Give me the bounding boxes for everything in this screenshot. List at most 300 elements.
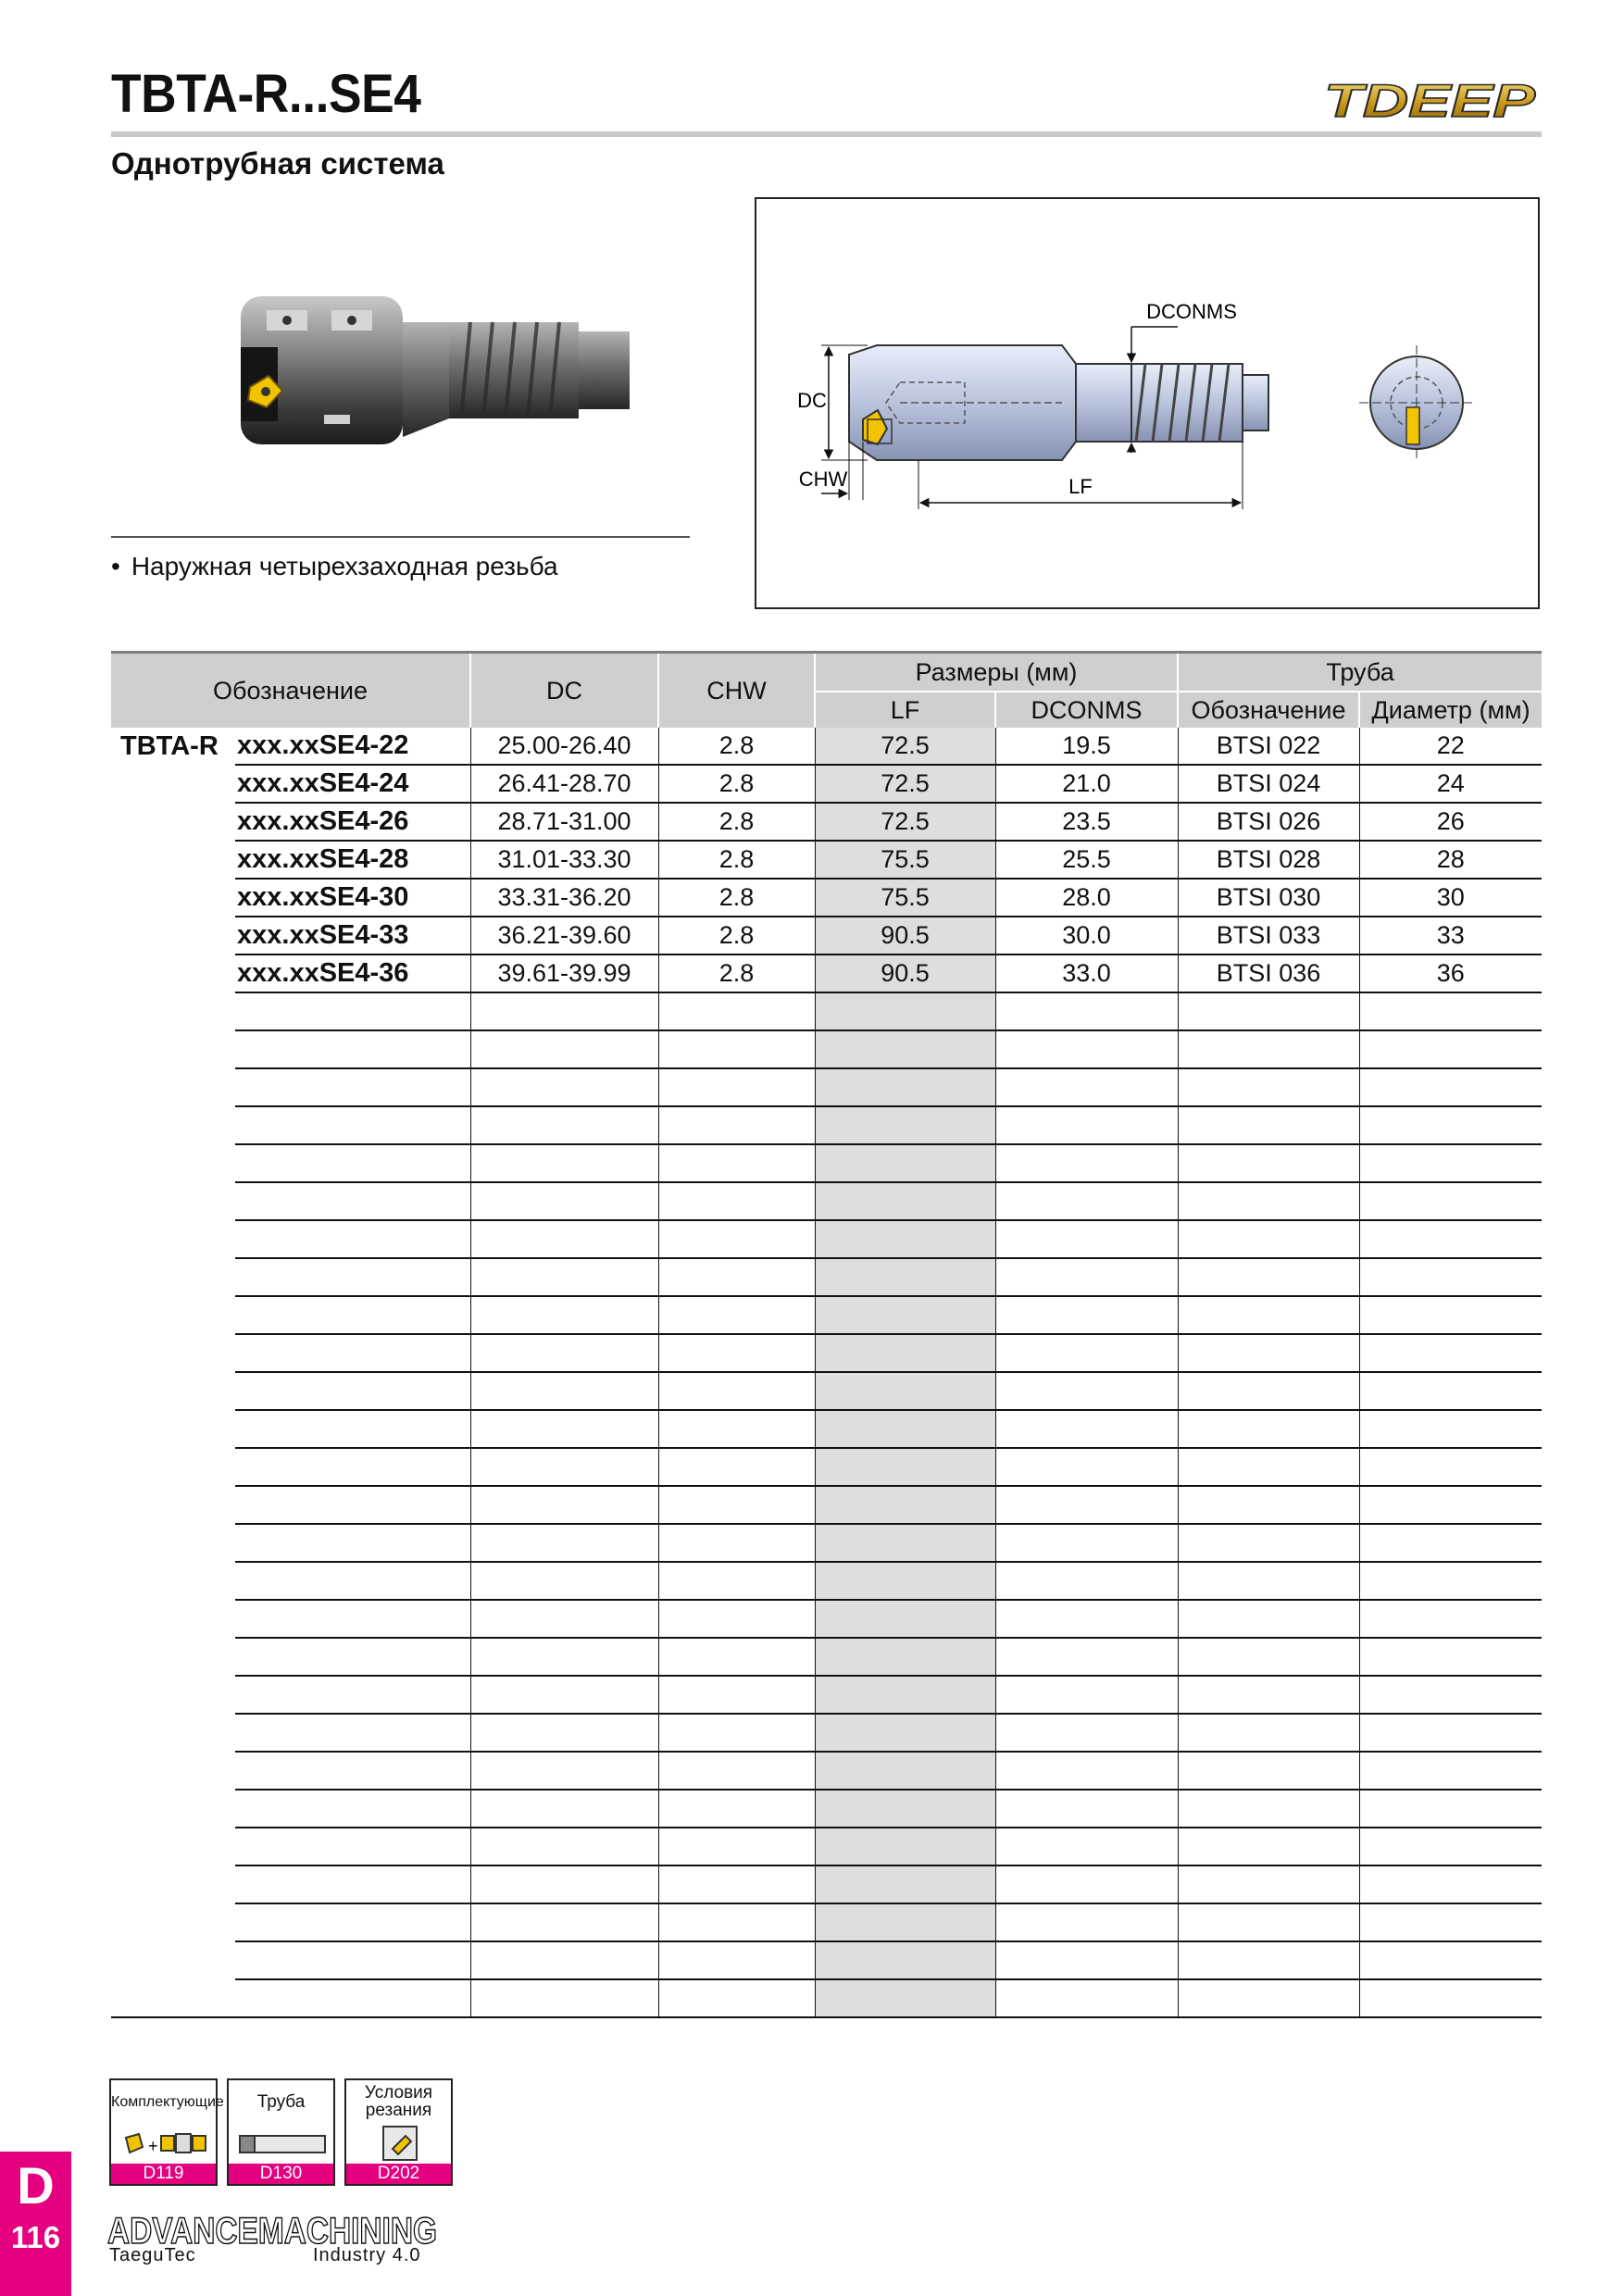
footer-tagline: Industry 4.0 — [313, 2245, 421, 2265]
cell-dc — [470, 1030, 658, 1068]
cell-code — [235, 1372, 470, 1410]
table-row-empty — [111, 1638, 1542, 1676]
cell-prefix — [111, 1106, 235, 1144]
cell-code — [235, 1296, 470, 1334]
cell-dconms — [995, 1714, 1178, 1752]
cell-tube — [1178, 1752, 1359, 1790]
cell-dc — [470, 1144, 658, 1182]
table-row-empty — [111, 1296, 1542, 1334]
cell-tube — [1178, 1106, 1359, 1144]
ref-tube[interactable] — [227, 2078, 335, 2186]
cell-diameter: 24 — [1359, 765, 1542, 803]
cell-dc — [470, 1220, 658, 1258]
cell-tube — [1178, 1068, 1359, 1106]
cell-dconms — [995, 1068, 1178, 1106]
cell-diameter — [1359, 1106, 1542, 1144]
cell-chw — [658, 1903, 815, 1941]
cell-code: xxx.xxSE4-30 — [235, 879, 470, 917]
cell-tube: BTSI 036 — [1178, 955, 1359, 992]
cell-prefix — [111, 1144, 235, 1182]
cell-dconms — [995, 1372, 1178, 1410]
cell-dc: 25.00-26.40 — [470, 728, 658, 765]
cell-tube — [1178, 1562, 1359, 1600]
cell-diameter — [1359, 1714, 1542, 1752]
cell-code — [235, 1828, 470, 1866]
cell-chw: 2.8 — [658, 841, 815, 879]
cell-dconms — [995, 1638, 1178, 1676]
cell-prefix — [111, 1752, 235, 1790]
cell-diameter — [1359, 1486, 1542, 1524]
title-rule — [111, 131, 1542, 137]
tdeep-logo-text: TDEEP — [1324, 75, 1536, 127]
header-tube-designation: Обозначение — [1178, 692, 1359, 728]
table-row-empty — [111, 1979, 1542, 2017]
cell-lf — [815, 1372, 995, 1410]
cell-code — [235, 1144, 470, 1182]
cell-lf — [815, 1296, 995, 1334]
cell-dc — [470, 1258, 658, 1296]
cell-lf — [815, 1524, 995, 1562]
table-row-empty — [111, 1144, 1542, 1182]
cell-diameter: 28 — [1359, 841, 1542, 879]
cell-lf — [815, 1410, 995, 1448]
cell-dconms: 30.0 — [995, 917, 1178, 955]
header-lf: LF — [815, 692, 995, 728]
cell-diameter: 33 — [1359, 917, 1542, 955]
table-row-empty — [111, 1903, 1542, 1941]
cell-dconms — [995, 1790, 1178, 1828]
cell-prefix — [111, 841, 235, 879]
cell-chw — [658, 1182, 815, 1220]
cell-dconms — [995, 1258, 1178, 1296]
cell-diameter — [1359, 1068, 1542, 1106]
cell-dconms — [995, 1486, 1178, 1524]
cell-chw: 2.8 — [658, 765, 815, 803]
cell-tube — [1178, 1638, 1359, 1676]
header-tube: Труба — [1178, 653, 1542, 693]
table-row — [111, 728, 1542, 765]
cell-lf — [815, 1334, 995, 1372]
cell-tube — [1178, 1144, 1359, 1182]
cell-dc — [470, 1296, 658, 1334]
cell-diameter — [1359, 1903, 1542, 1941]
svg-text:+: + — [148, 2137, 158, 2155]
header-designation: Обозначение — [111, 653, 470, 729]
table-row-empty — [111, 1941, 1542, 1979]
cell-tube — [1178, 1524, 1359, 1562]
cell-prefix — [111, 879, 235, 917]
table-row-empty — [111, 1562, 1542, 1600]
cell-lf — [815, 1144, 995, 1182]
label-dc: DC — [797, 389, 827, 412]
cell-dconms: 21.0 — [995, 765, 1178, 803]
cell-diameter — [1359, 1182, 1542, 1220]
cell-tube — [1178, 1486, 1359, 1524]
table-row-empty — [111, 1106, 1542, 1144]
cell-tube — [1178, 1220, 1359, 1258]
cell-dc: 39.61-39.99 — [470, 955, 658, 992]
cell-prefix — [111, 1866, 235, 1903]
table-row-empty — [111, 1372, 1542, 1410]
cell-diameter — [1359, 1144, 1542, 1182]
cell-chw — [658, 1410, 815, 1448]
cell-code — [235, 1903, 470, 1941]
cell-tube — [1178, 1941, 1359, 1979]
cell-diameter — [1359, 1828, 1542, 1866]
label-dconms: DCONMS — [1146, 300, 1237, 323]
table-row-empty — [111, 1448, 1542, 1486]
cell-lf: 72.5 — [815, 765, 995, 803]
cell-dc: 31.01-33.30 — [470, 841, 658, 879]
cell-diameter — [1359, 1372, 1542, 1410]
cell-diameter: 22 — [1359, 728, 1542, 765]
cell-dc — [470, 1486, 658, 1524]
cell-code — [235, 1182, 470, 1220]
header-dimensions: Размеры (мм) — [815, 653, 1178, 693]
cell-code — [235, 1676, 470, 1714]
cell-prefix — [111, 1220, 235, 1258]
ref-accessories-page: D119 — [111, 2164, 216, 2184]
cell-code — [235, 1410, 470, 1448]
table-row — [111, 879, 1542, 917]
cell-lf — [815, 1258, 995, 1296]
cell-lf: 72.5 — [815, 803, 995, 841]
cell-code — [235, 1524, 470, 1562]
cell-tube — [1178, 1182, 1359, 1220]
table-row-empty — [111, 1790, 1542, 1828]
ref-accessories[interactable] — [109, 2078, 224, 2186]
section-letter: D — [17, 2156, 55, 2215]
table-row-empty — [111, 1600, 1542, 1638]
cell-chw: 2.8 — [658, 955, 815, 992]
cell-lf — [815, 1979, 995, 2017]
header-dc: DC — [470, 653, 658, 729]
cell-prefix — [111, 1979, 235, 2017]
cell-chw — [658, 1790, 815, 1828]
cell-dc: 26.41-28.70 — [470, 765, 658, 803]
cell-code: xxx.xxSE4-22 — [235, 728, 470, 765]
tdeep-logo — [1317, 72, 1543, 128]
header-tube-diameter: Диаметр (мм) — [1359, 692, 1542, 728]
cell-dc — [470, 1752, 658, 1790]
ref-tube-page: D130 — [229, 2164, 333, 2184]
cell-lf: 75.5 — [815, 841, 995, 879]
cell-prefix — [111, 765, 235, 803]
cell-tube: BTSI 024 — [1178, 765, 1359, 803]
cell-diameter — [1359, 1220, 1542, 1258]
cell-chw: 2.8 — [658, 803, 815, 841]
table-row — [111, 917, 1542, 955]
header-dconms: DCONMS — [995, 692, 1178, 728]
feature-rule — [111, 536, 690, 538]
cell-tube: BTSI 028 — [1178, 841, 1359, 879]
cell-diameter: 36 — [1359, 955, 1542, 992]
cell-prefix — [111, 1372, 235, 1410]
cell-chw — [658, 1941, 815, 1979]
cell-tube: BTSI 026 — [1178, 803, 1359, 841]
cell-dconms — [995, 1562, 1178, 1600]
cell-chw: 2.8 — [658, 728, 815, 765]
cell-tube — [1178, 1296, 1359, 1334]
cell-code — [235, 1866, 470, 1903]
cell-tube — [1178, 1600, 1359, 1638]
cell-code — [235, 1220, 470, 1258]
cell-dconms — [995, 1448, 1178, 1486]
cell-chw — [658, 1296, 815, 1334]
cell-tube — [1178, 1410, 1359, 1448]
cell-dc — [470, 1410, 658, 1448]
cell-code — [235, 1562, 470, 1600]
feature-text: Наружная четырехзаходная резьба — [131, 552, 558, 580]
label-chw: CHW — [798, 468, 848, 491]
cell-tube: BTSI 022 — [1178, 728, 1359, 765]
cell-tube — [1178, 1448, 1359, 1486]
cell-code — [235, 1068, 470, 1106]
cell-dconms: 23.5 — [995, 803, 1178, 841]
cell-dconms — [995, 1979, 1178, 2017]
cell-code: xxx.xxSE4-28 — [235, 841, 470, 879]
cell-dc — [470, 1334, 658, 1372]
cell-lf — [815, 1941, 995, 1979]
cell-prefix — [111, 1486, 235, 1524]
table-row — [111, 765, 1542, 803]
tube-icon — [236, 2127, 329, 2164]
cell-lf — [815, 1068, 995, 1106]
header-chw: CHW — [658, 653, 815, 729]
table-row-empty — [111, 1524, 1542, 1562]
table-row-empty — [111, 1410, 1542, 1448]
cell-dconms — [995, 1334, 1178, 1372]
table-row-empty — [111, 1866, 1542, 1903]
cell-dc — [470, 1866, 658, 1903]
cell-tube — [1178, 1866, 1359, 1903]
cell-lf: 90.5 — [815, 917, 995, 955]
cell-chw — [658, 1220, 815, 1258]
ref-accessories-label: Комплектующие — [111, 2094, 224, 2110]
cell-lf — [815, 1638, 995, 1676]
cell-chw — [658, 1828, 815, 1866]
cell-chw — [658, 1486, 815, 1524]
cell-prefix — [111, 803, 235, 841]
cell-chw — [658, 1106, 815, 1144]
cell-diameter — [1359, 1410, 1542, 1448]
cell-dconms — [995, 1182, 1178, 1220]
cell-code — [235, 1979, 470, 2017]
table-row-empty — [111, 1714, 1542, 1752]
cell-dconms: 33.0 — [995, 955, 1178, 992]
cell-chw — [658, 1068, 815, 1106]
cell-dc — [470, 1182, 658, 1220]
cell-prefix — [111, 992, 235, 1030]
cell-code — [235, 1790, 470, 1828]
ref-cutting-conditions[interactable] — [344, 2078, 453, 2186]
cell-diameter — [1359, 1752, 1542, 1790]
cell-code — [235, 992, 470, 1030]
cell-prefix — [111, 1296, 235, 1334]
cell-lf — [815, 1828, 995, 1866]
cell-dconms — [995, 1524, 1178, 1562]
cell-chw: 2.8 — [658, 879, 815, 917]
page-subtitle: Однотрубная система — [111, 146, 444, 181]
cell-dconms — [995, 1030, 1178, 1068]
cell-chw — [658, 1030, 815, 1068]
cell-dc — [470, 1600, 658, 1638]
cell-prefix — [111, 1903, 235, 1941]
cell-code — [235, 1714, 470, 1752]
table-row — [111, 803, 1542, 841]
cell-lf: 75.5 — [815, 879, 995, 917]
table-row-empty — [111, 1258, 1542, 1296]
cell-prefix — [111, 1182, 235, 1220]
cell-dc — [470, 1790, 658, 1828]
cell-prefix — [111, 1068, 235, 1106]
cell-dc — [470, 1714, 658, 1752]
cell-diameter — [1359, 1941, 1542, 1979]
cell-dconms: 25.5 — [995, 841, 1178, 879]
cell-dc — [470, 1828, 658, 1866]
cell-dc — [470, 992, 658, 1030]
cell-prefix — [111, 1334, 235, 1372]
cell-diameter: 30 — [1359, 879, 1542, 917]
cell-prefix — [111, 1410, 235, 1448]
cell-tube — [1178, 1334, 1359, 1372]
cell-diameter — [1359, 1866, 1542, 1903]
cell-prefix — [111, 1828, 235, 1866]
table-row-empty — [111, 1676, 1542, 1714]
cell-tube — [1178, 1030, 1359, 1068]
cell-prefix — [111, 917, 235, 955]
cell-lf — [815, 1752, 995, 1790]
cell-prefix — [111, 1941, 235, 1979]
cell-chw — [658, 1144, 815, 1182]
cell-dc — [470, 1068, 658, 1106]
technical-drawing — [755, 197, 1540, 609]
cell-lf — [815, 1866, 995, 1903]
table-row-empty — [111, 1334, 1542, 1372]
cell-dc — [470, 1941, 658, 1979]
ref-cutting-conditions-label: Условия резания — [364, 2083, 433, 2120]
table-row — [111, 841, 1542, 879]
cell-dc — [470, 1903, 658, 1941]
cell-dc: 33.31-36.20 — [470, 879, 658, 917]
cell-lf — [815, 1562, 995, 1600]
cell-prefix — [111, 1524, 235, 1562]
cell-dconms — [995, 1296, 1178, 1334]
feature-list-item — [111, 552, 558, 581]
table-row-empty — [111, 1182, 1542, 1220]
cell-chw — [658, 992, 815, 1030]
cell-dconms — [995, 1752, 1178, 1790]
table-row-empty — [111, 1828, 1542, 1866]
cell-diameter — [1359, 1448, 1542, 1486]
cell-chw — [658, 1866, 815, 1903]
page-number: 116 — [10, 2220, 61, 2254]
cell-lf — [815, 1486, 995, 1524]
cell-code — [235, 1030, 470, 1068]
bullet: • — [111, 552, 120, 580]
cell-chw — [658, 1524, 815, 1562]
cell-diameter — [1359, 1979, 1542, 2017]
cell-dconms: 28.0 — [995, 879, 1178, 917]
cell-prefix — [111, 1448, 235, 1486]
cell-lf — [815, 1106, 995, 1144]
ref-tube-label: Труба — [256, 2092, 306, 2112]
cell-tube — [1178, 992, 1359, 1030]
cell-dconms: 19.5 — [995, 728, 1178, 765]
cell-diameter — [1359, 1524, 1542, 1562]
table-row-empty — [111, 1030, 1542, 1068]
cell-code — [235, 1106, 470, 1144]
cell-prefix — [111, 1030, 235, 1068]
cell-dconms — [995, 1866, 1178, 1903]
cell-dc — [470, 1106, 658, 1144]
cell-diameter — [1359, 1258, 1542, 1296]
cell-lf — [815, 1903, 995, 1941]
cell-lf — [815, 1790, 995, 1828]
cell-code — [235, 1334, 470, 1372]
cell-tube: BTSI 030 — [1178, 879, 1359, 917]
cell-prefix — [111, 1258, 235, 1296]
cell-dconms — [995, 1144, 1178, 1182]
cell-lf — [815, 992, 995, 1030]
cell-dc — [470, 1979, 658, 2017]
cell-chw — [658, 1334, 815, 1372]
label-lf: LF — [1068, 475, 1093, 498]
cell-dconms — [995, 1676, 1178, 1714]
cell-prefix — [111, 1714, 235, 1752]
svg-text:ADVANCEMACHINING: ADVANCEMACHINING — [107, 2211, 437, 2252]
cell-lf — [815, 1182, 995, 1220]
cell-diameter — [1359, 1334, 1542, 1372]
cell-dconms — [995, 1106, 1178, 1144]
cell-dconms — [995, 1828, 1178, 1866]
cell-code — [235, 1448, 470, 1486]
cell-code — [235, 1752, 470, 1790]
cell-tube — [1178, 1979, 1359, 2017]
table-row-empty — [111, 1220, 1542, 1258]
cell-lf: 72.5 — [815, 728, 995, 765]
cell-code: xxx.xxSE4-33 — [235, 917, 470, 955]
cell-dc — [470, 1638, 658, 1676]
cell-prefix — [111, 1562, 235, 1600]
cell-lf — [815, 1220, 995, 1258]
cell-diameter: 26 — [1359, 803, 1542, 841]
cell-lf — [815, 1676, 995, 1714]
cell-code — [235, 1258, 470, 1296]
cell-prefix — [111, 955, 235, 992]
tool-photo — [222, 278, 648, 463]
footer-company: TaeguTec — [109, 2245, 196, 2265]
cell-dc — [470, 1448, 658, 1486]
table-row-empty — [111, 1068, 1542, 1106]
cutting-conditions-icon — [354, 2125, 446, 2162]
cell-code: xxx.xxSE4-36 — [235, 955, 470, 992]
cell-diameter — [1359, 1676, 1542, 1714]
cell-tube — [1178, 1714, 1359, 1752]
cell-dc — [470, 1372, 658, 1410]
cell-tube — [1178, 1790, 1359, 1828]
cell-lf — [815, 1030, 995, 1068]
cell-tube — [1178, 1676, 1359, 1714]
cell-chw — [658, 1979, 815, 2017]
spec-table-body — [111, 728, 1542, 2017]
cell-dconms — [995, 1903, 1178, 1941]
cell-dc — [470, 1562, 658, 1600]
cell-lf — [815, 1714, 995, 1752]
cell-prefix — [111, 1676, 235, 1714]
cell-chw — [658, 1638, 815, 1676]
cell-dconms — [995, 1600, 1178, 1638]
